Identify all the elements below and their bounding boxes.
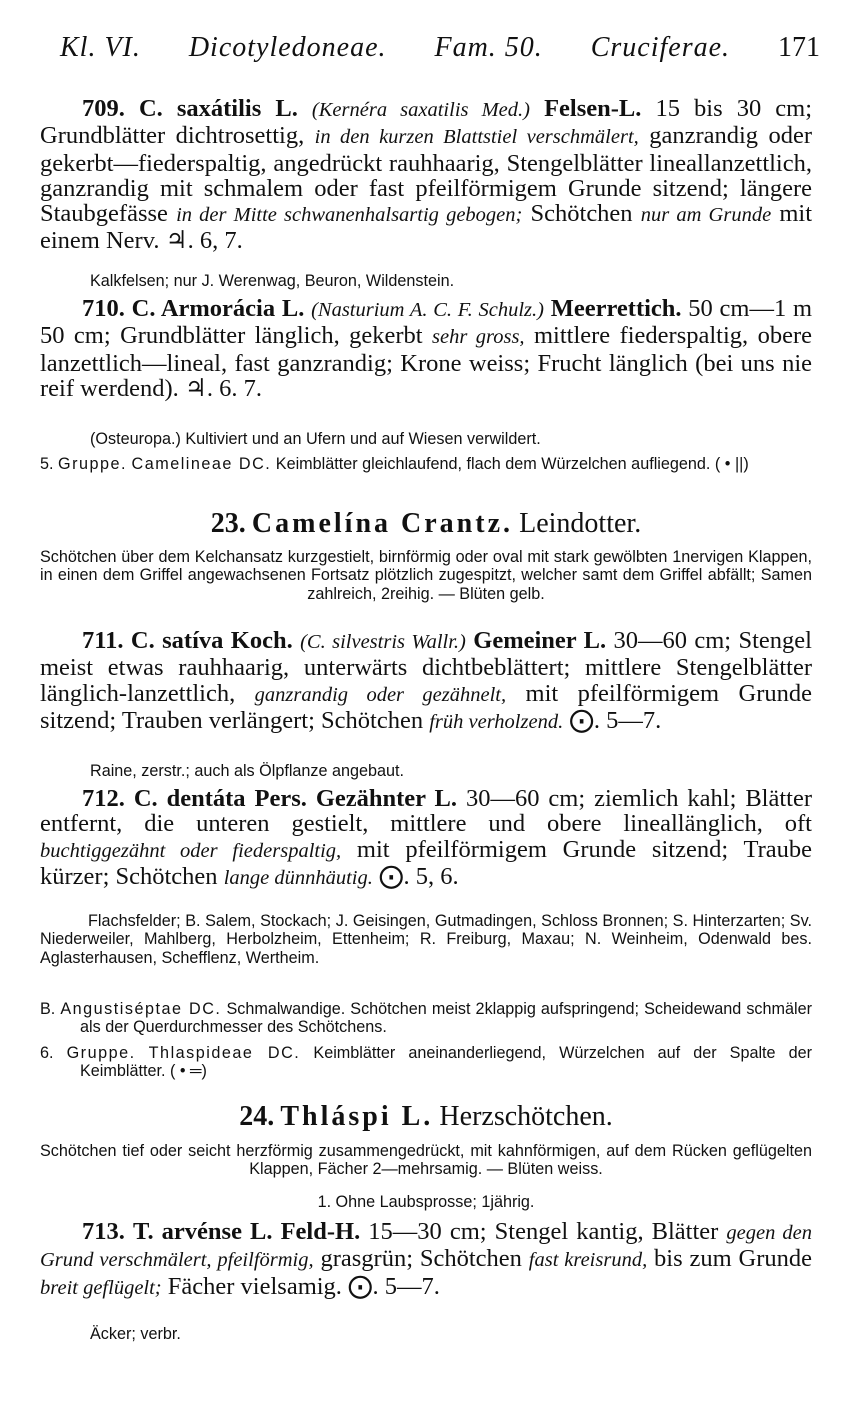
group-6: 6. Gruppe. Thlaspideae DC. Keimblätter aneinanderliegend, Würzelchen auf der Spalte der Keimblätter. ( • ═) bbox=[40, 1044, 813, 1081]
species-name: T. arvénse L. bbox=[132, 1218, 273, 1245]
entry-710: 710. C. Armorácia L. (Nasturium A. C. F. Schulz.) Meerrettich. 50 cm—1 m 50 cm; Grundblätter länglich, gekerbt sehr gross, mittlere fiederspaltig, obere lanzettlich—lineal, fast ganzrandig; Krone weiss; Frucht länglich (bei uns nie reif werdend). ♃. 6. 7. bbox=[40, 295, 813, 402]
header-family-name: Cruciferae. bbox=[590, 32, 731, 63]
genus-23-heading: 23. Camelína Crantz. Leindotter. bbox=[210, 508, 642, 539]
habitat-710: (Osteuropa.) Kultiviert und an Ufern und auf Wiesen verwildert. bbox=[90, 430, 541, 448]
key-line: 1. Ohne Laubsprosse; 1jährig. bbox=[317, 1193, 535, 1211]
common-name: Gemeiner L. bbox=[473, 627, 607, 654]
entry-number: 710. bbox=[82, 295, 125, 322]
genus-24-heading: 24. Thláspi L. Herzschötchen. bbox=[239, 1101, 613, 1132]
species-name: C. dentáta Pers. bbox=[133, 785, 307, 812]
common-name: Gezähnter L. bbox=[315, 785, 458, 812]
entry-709: 709. C. saxátilis L. (Kernéra saxatilis Med.) Felsen-L. 15 bis 30 cm; Grundblätter dichtrosettig, in den kurzen Blattstiel verschmälert, ganzrandig oder gekerbt—fiederspaltig, angedrückt rauhhaarig, Stengelblätter lineallanzettlich, ganzrandig mit schmalem oder fast pfeilförmigem Grunde sitzend; längere Staubgefässe in der Mitte schwanenhalsartig gebogen; Schötchen nur am Grunde mit einem Nerv. ♃. 6, 7. bbox=[40, 95, 813, 255]
subdivision-b: B. Angustiséptae DC. Schmalwandige. Schötchen meist 2klappig aufspringend; Scheidewand schmäler als der Querdurchmesser des Schötchens. bbox=[40, 1000, 812, 1037]
group-5: 5. Gruppe. Camelineae DC. Keimblätter gleichlaufend, flach dem Würzelchen aufliegend. ( • ||) bbox=[40, 455, 749, 473]
common-name: Feld-H. bbox=[280, 1218, 361, 1245]
common-name: Meerrettich. bbox=[550, 295, 682, 322]
header-class: Kl. VI. bbox=[60, 32, 141, 63]
genus-23-description: Schötchen über dem Kelchansatz kurzgestielt, birnförmig oder oval mit stark gewölbten 1nervigen Klappen, in einen dem Griffel angewachsenen Fortsatz plötzlich zugespitzt, welcher samt dem Griffel abfällt; Samen zahlreich, 2reihig. — Blüten gelb. bbox=[40, 548, 812, 603]
species-name: C. satíva Koch. bbox=[130, 627, 293, 654]
page-number: 171 bbox=[777, 32, 820, 63]
synonym: (Nasturium A. C. F. Schulz.) bbox=[311, 299, 544, 321]
entry-711: 711. C. satíva Koch. (C. silvestris Wallr.) Gemeiner L. 30—60 cm; Stengel meist etwas rauhhaarig, unterwärts dichtbeblättert; mittlere Stengelblätter länglich-lanzettlich, ganzrandig oder gezähnelt, mit pfeilförmigem Grunde sitzend; Trauben verlängert; Schötchen früh verholzend. ⨀. 5—7. bbox=[40, 627, 812, 734]
header-family: Fam. 50. bbox=[434, 32, 543, 63]
entry-713: 713. T. arvénse L. Feld-H. 15—30 cm; Stengel kantig, Blätter gegen den Grund verschmälert, pfeilförmig, grasgrün; Schötchen fast kreisrund, bis zum Grunde breit geflügelt; Fächer vielsamig. ⨀. 5—7. bbox=[40, 1218, 813, 1300]
entry-number: 712. bbox=[82, 785, 125, 812]
species-name: C. saxátilis L. bbox=[138, 95, 298, 122]
synonym: (Kernéra saxatilis Med.) bbox=[311, 99, 530, 121]
species-name: C. Armorácia L. bbox=[131, 295, 305, 322]
habitat-709: Kalkfelsen; nur J. Werenwag, Beuron, Wildenstein. bbox=[90, 272, 455, 290]
entry-number: 709. bbox=[82, 95, 125, 122]
genus-24-description: Schötchen tief oder seicht herzförmig zusammengedrückt, mit kahnförmigen, auf dem Rücken geflügelten Klappen, Fächer 2—mehrsamig. — Blüten weiss. bbox=[40, 1142, 812, 1179]
entry-712: 712. C. dentáta Pers. Gezähnter L. 30—60 cm; ziemlich kahl; Blätter entfernt, die unteren gestielt, mittlere und obere lineallänglich, oft buchtiggezähnt oder fiederspaltig, mit pfeilförmigem Grunde sitzend; Traube kürzer; Schötchen lange dünnhäutig. ⨀. 5, 6. bbox=[40, 785, 813, 890]
entry-number: 711. bbox=[82, 627, 124, 654]
page-header bbox=[60, 32, 820, 72]
entry-number: 713. bbox=[82, 1218, 125, 1245]
header-group: Dicotyledoneae. bbox=[188, 32, 387, 63]
habitat-711: Raine, zerstr.; auch als Ölpflanze angebaut. bbox=[90, 762, 405, 780]
habitat-712: Flachsfelder; B. Salem, Stockach; J. Geisingen, Gutmadingen, Schloss Bronnen; S. Hinterzarten; Sv. Niederweiler, Mahlberg, Herbolzheim, Ettenheim; R. Freiburg, Maxau; N. Weinheim, Odenwald bes. Aglasterhausen, Schefflenz, Wertheim. bbox=[40, 912, 812, 967]
habitat-713: Äcker; verbr. bbox=[90, 1325, 181, 1343]
common-name: Felsen-L. bbox=[544, 95, 642, 122]
synonym: (C. silvestris Wallr.) bbox=[300, 631, 466, 653]
